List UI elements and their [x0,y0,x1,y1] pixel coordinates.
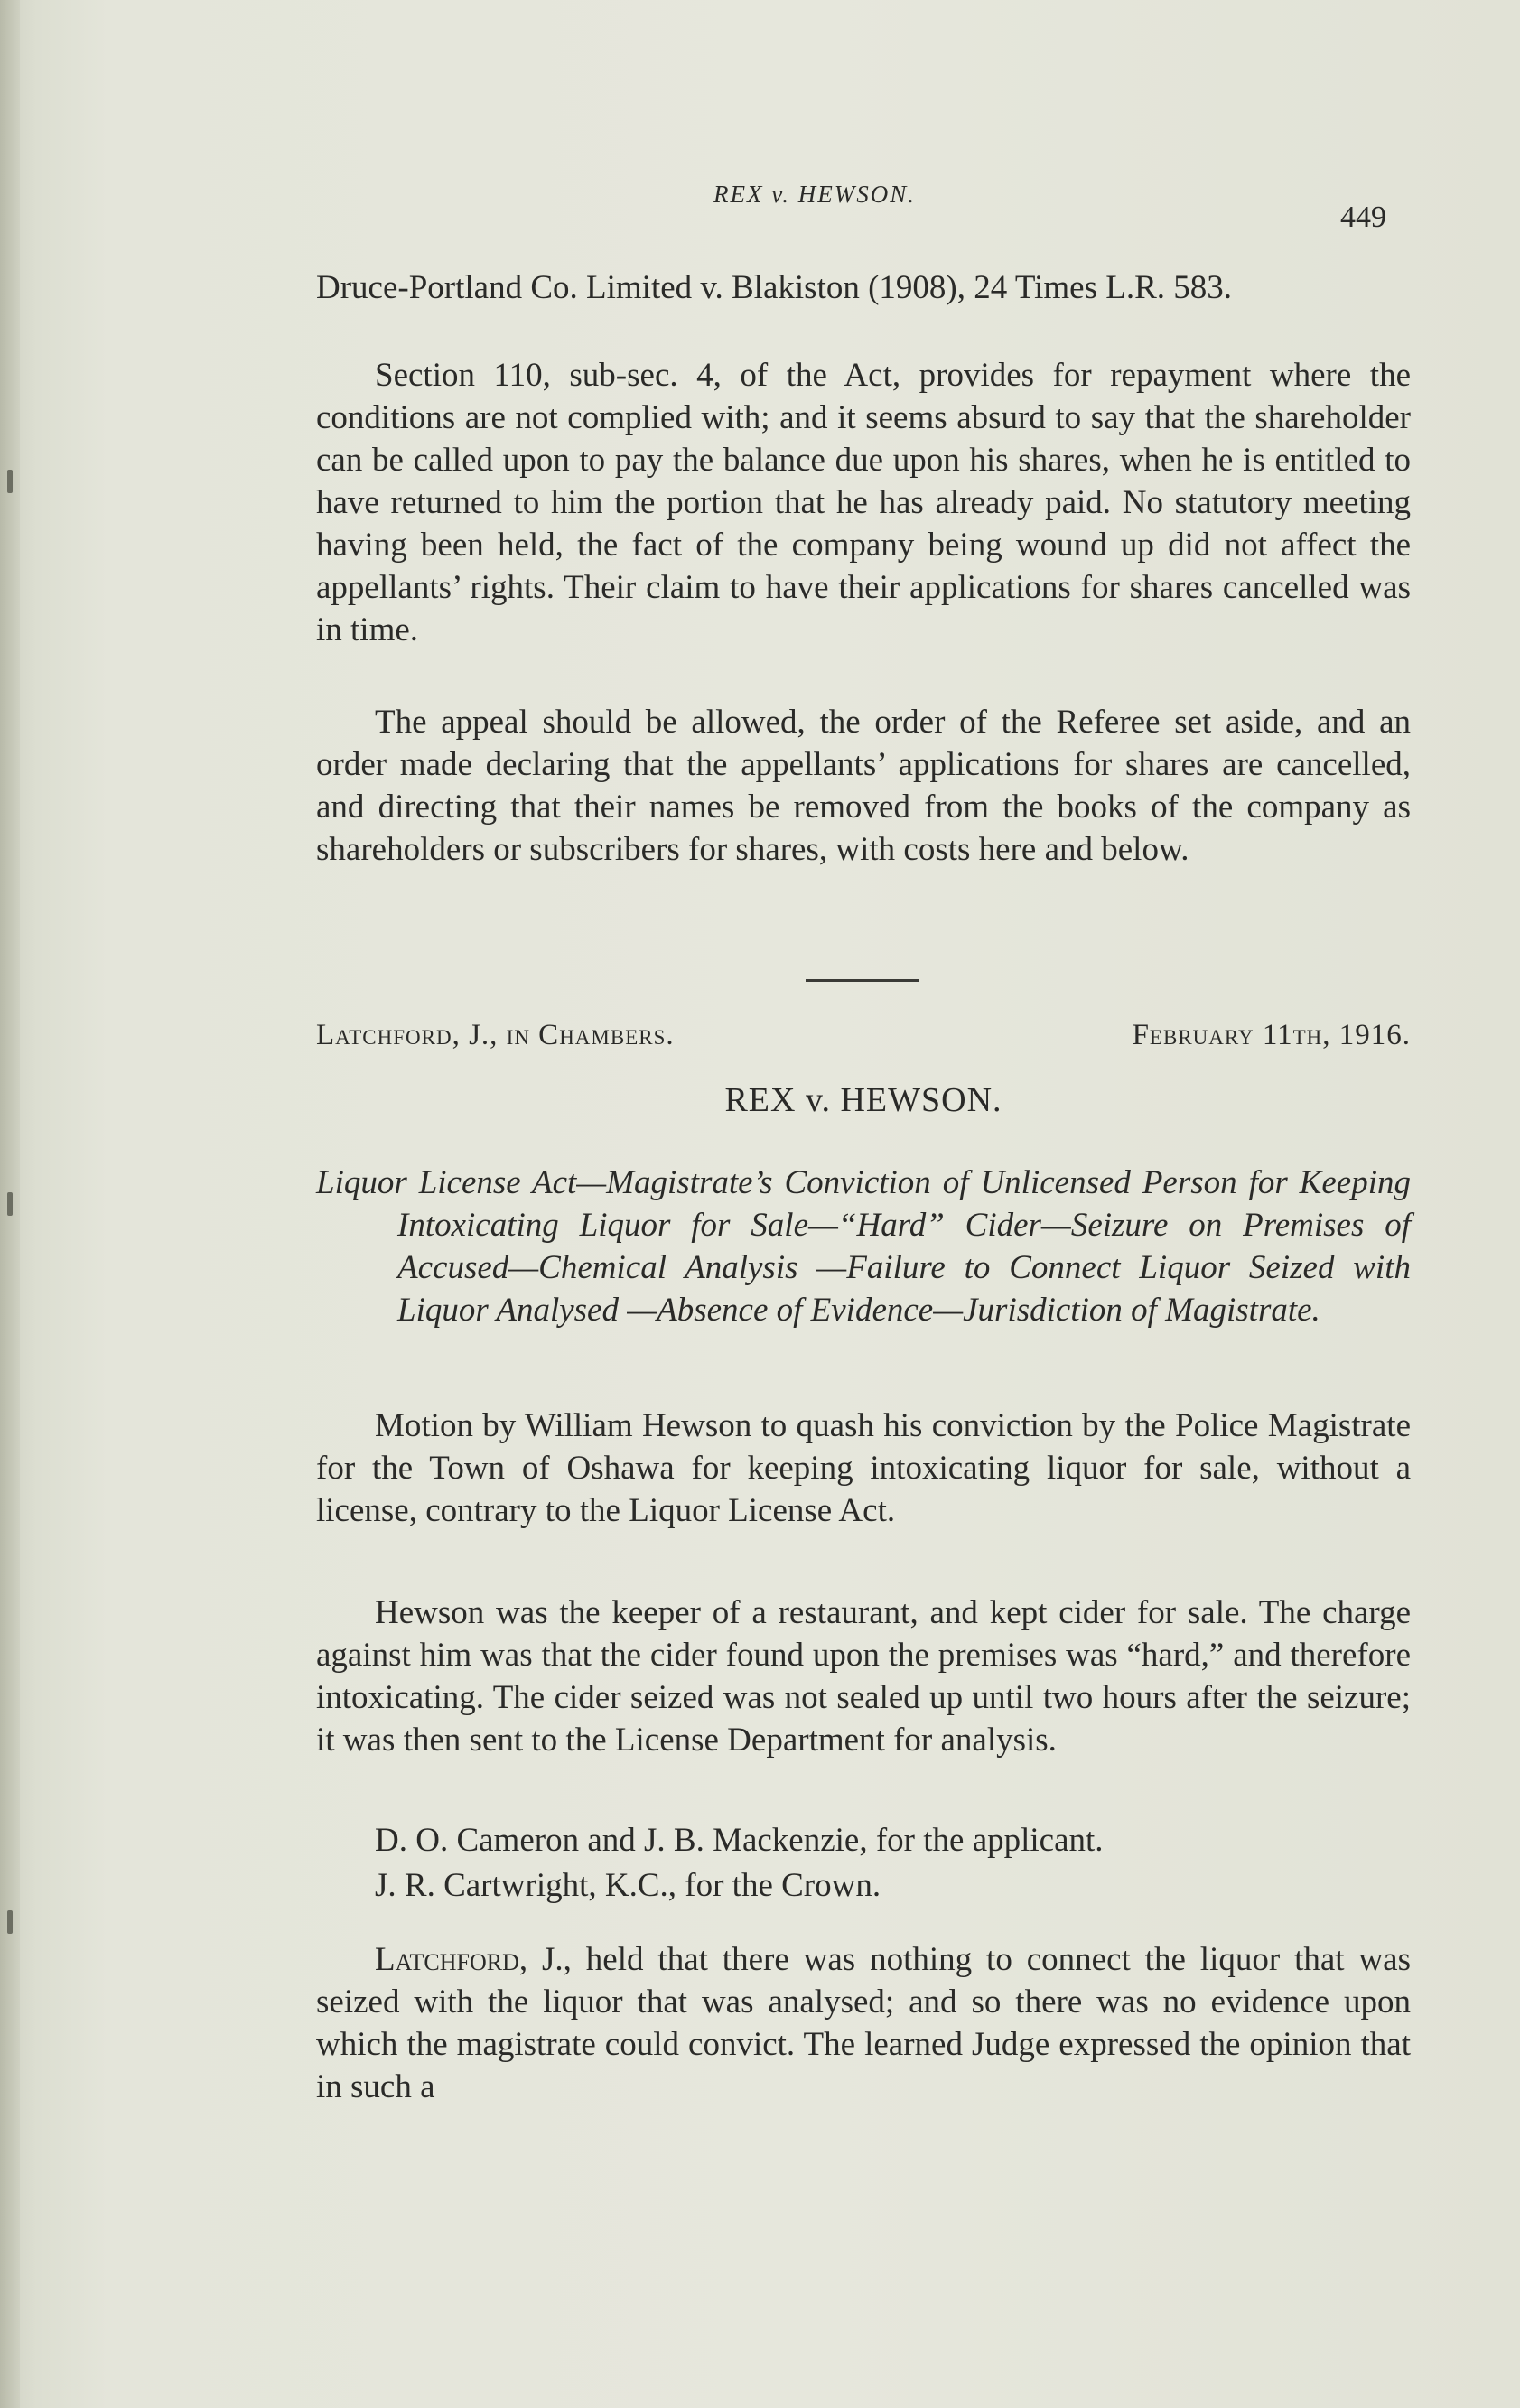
counsel-applicant: D. O. Cameron and J. B. Mackenzie, for the applicant. [375,1822,1104,1859]
facts-paragraph: Hewson was the keeper of a restaurant, and kept cider for sale. The charge against him was that the cider found upon the premises was “hard,” and therefore intoxicating. The cider seized was not sealed up until two hours after the seizure; it was then sent to the License Department for analysis. [316,1594,1411,1759]
decision-date: February 11th, 1916. [1132,1019,1411,1051]
case-title: REX v. HEWSON. [724,1081,1002,1119]
argument-paragraph: Section 110, sub-sec. 4, of the Act, provides for repayment where the conditions are not complied with; and it seems absurd to say that the shareholder can be called upon to pay the balance due upon his shares, when he is entitled to have returned to him the portion that he has already paid. No statutory meeting having been held, the fact of the company being wound up did not affect the appellants’ rights. Their claim to have their applications for shares cancelled was in time. [316,357,1411,649]
counsel-crown: J. R. Cartwright, K.C., for the Crown. [375,1867,881,1904]
running-head: REX v. HEWSON. [713,181,916,208]
binding-mark [7,470,13,493]
court-label: Latchford, J., in Chambers. [316,1019,675,1051]
section-divider [806,979,919,982]
top-citation: Druce-Portland Co. Limited v. Blakiston (1908), 24 Times L.R. 583. [316,269,1233,306]
judge-name: Latchford, J., [375,1941,572,1978]
motion-paragraph: Motion by William Hewson to quash his conviction by the Police Magistrate for the Town of Oshawa for keeping intoxicating liquor for sale, without a license, contrary to the Liquor License Act. [316,1407,1411,1529]
binding-mark [7,1192,13,1216]
case-caption [316,1019,1411,1064]
judgment-paragraph [316,1938,1411,2108]
binding-gutter [0,0,20,2408]
binding-mark [7,1910,13,1934]
judgment-text: held that there was nothing to connect the liquor that was seized with the liquor that was analysed; and so there was no evidence upon which the magistrate could convict. The learned Judge expressed the opinion that in such a [316,1941,1411,2105]
argument-paragraph: The appeal should be allowed, the order of the Referee set aside, and an order made declaring that the appellants’ applications for shares are cancelled, and directing that their names be removed from the books of the company as shareholders or subscribers for shares, with costs here and below. [316,704,1411,868]
page-number: 449 [1340,201,1386,234]
headnote: Liquor License Act—Magistrate’s Conviction of Unlicensed Person for Keeping Intoxicating Liquor for Sale—“Hard” Cider—Seizure on Premises of Accused—Chemical Analysis —Failure to Connect Liquor Seized with Liquor Analysed —Absence of Evidence—Jurisdiction of Magistrate. [316,1164,1411,1329]
